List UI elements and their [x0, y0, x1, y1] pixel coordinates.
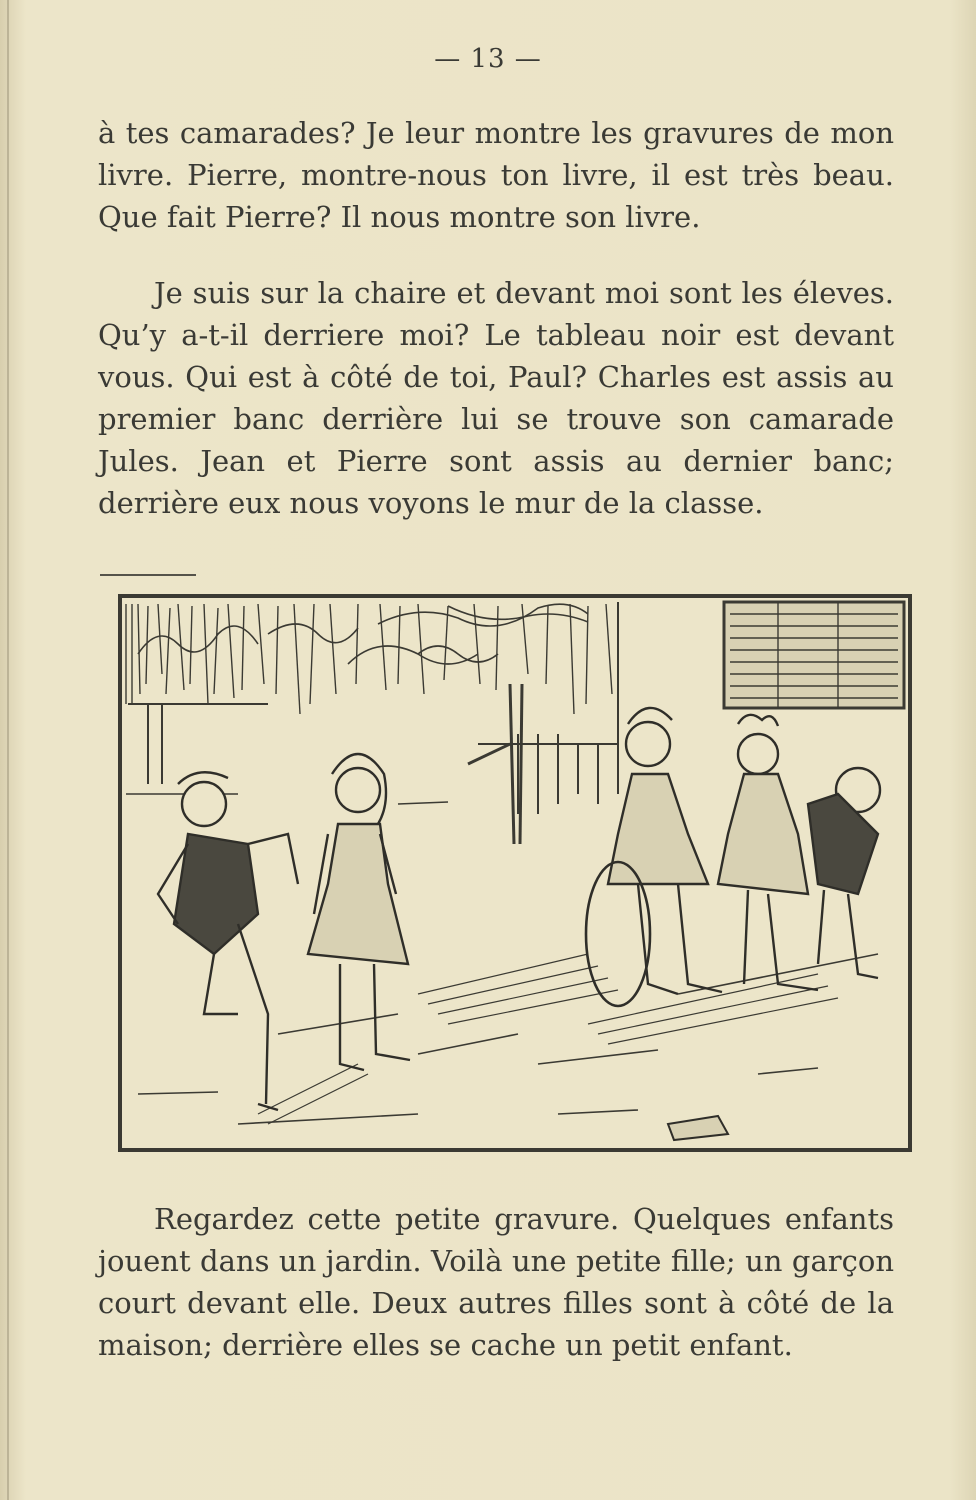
binding-edge [7, 0, 9, 1500]
paragraph-2: Je suis sur la chaire et devant moi sont les éleves. Qu’y a-t-il derriere moi? Le tableau noir est devant vous. Qui est à côté de toi, Paul? Charles est assis au premier banc derrière lui se trouve son camarade Jules. Jean et Pierre sont assis au dernier banc; derrière eux nous voyons le mur de la classe. [98, 276, 894, 520]
garden-illustration [118, 594, 912, 1154]
page-number: — 13 — [434, 44, 542, 74]
paragraph-3: Regardez cette petite gravure. Quelques enfants jouent dans un jardin. Voilà une petite fille; un garçon court devant elle. Deux autres filles sont à côté de la maison; derrière elles se cache un petit enfant. [98, 1202, 894, 1362]
paragraph-1: à tes camarades? Je leur montre les gravures de mon livre. Pierre, montre-nous ton livre, il est très beau. Que fait Pierre? Il nous montre son livre. [98, 116, 894, 234]
separator-rule [100, 574, 196, 576]
